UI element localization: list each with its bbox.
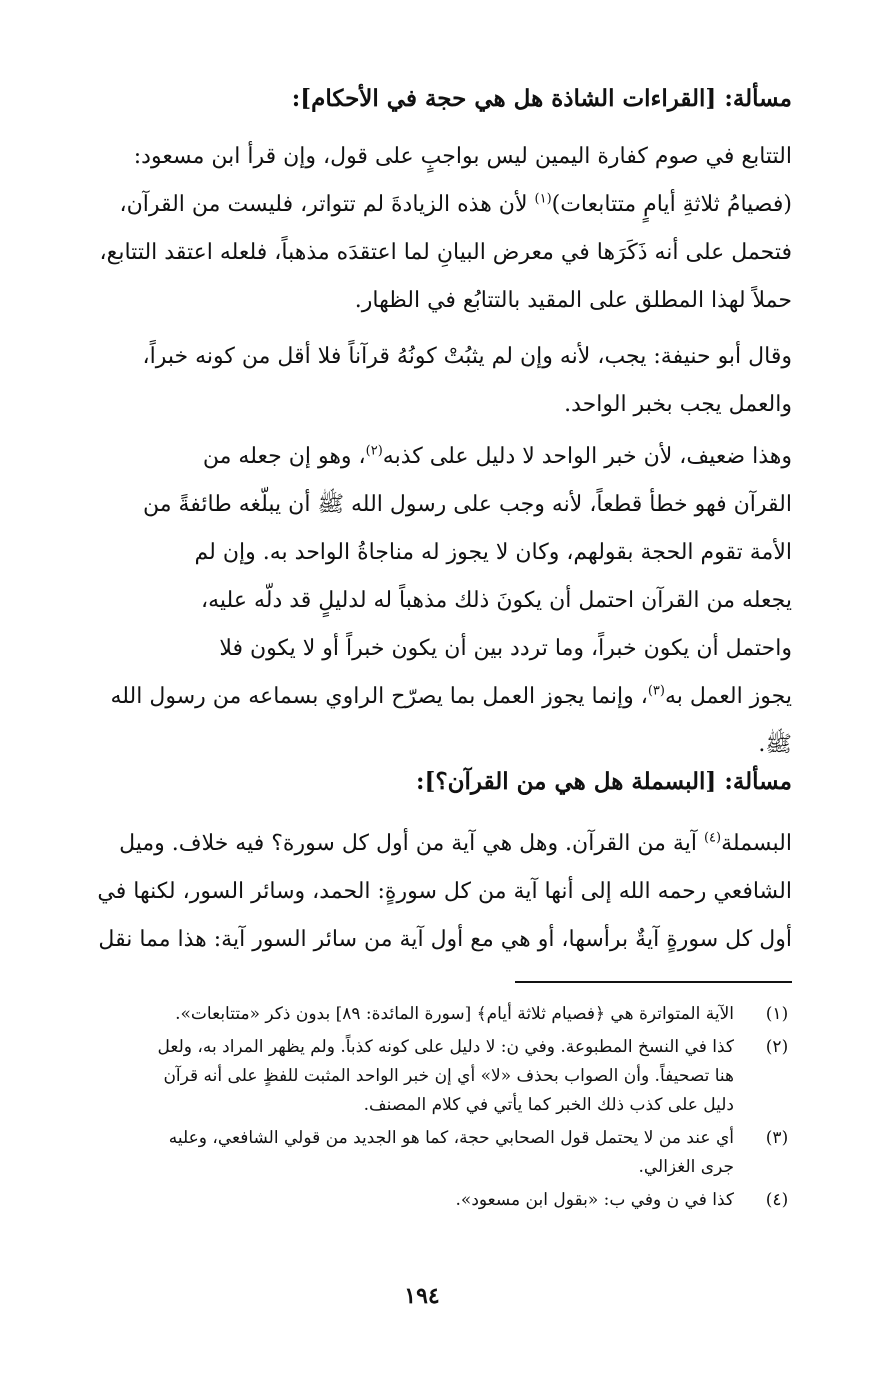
footnote-line: دليل على كذب ذلك الخبر كما يأتي في كلام المصنف. xyxy=(363,1095,734,1115)
footnote xyxy=(52,1033,792,1120)
text-segment: يجوز العمل به xyxy=(664,684,792,709)
footnote-line: أي عند من لا يحتمل قول الصحابي حجة، كما هو الجديد من قولي الشافعي، وعليه xyxy=(168,1128,734,1148)
footnote-line: هنا تصحيفاً. وأن الصواب بحذف «لا» أي إن خبر الواحد المثبت للفظٍ على أنه قرآن xyxy=(163,1066,734,1086)
footnote-ref: (٤) xyxy=(703,830,722,846)
footnote-line: كذا في النسخ المطبوعة. وفي ن: لا دليل على كونه كذباً. ولم يظهر المراد به، ولعل xyxy=(157,1037,734,1057)
text-line: يجعله من القرآن احتمل أن يكونَ ذلك مذهباً له لدليلٍ قد دلّه عليه، xyxy=(201,588,792,613)
text-segment: ، وهو إن جعله من xyxy=(202,444,366,469)
paragraph-tatabu xyxy=(52,133,792,325)
text-line: الشافعي رحمه الله إلى أنها آية من كل سورةٍ: الحمد، وسائر السور، لكنها في xyxy=(97,879,792,904)
footnote xyxy=(52,1186,792,1215)
text-segment: آية من القرآن. وهل هي آية من أول كل سورة؟ فيه خلاف. وميل xyxy=(119,831,697,856)
text-line xyxy=(52,433,792,481)
document-page xyxy=(52,0,792,1385)
paragraph-abu-hanifa xyxy=(52,333,792,429)
footnote-ref: (١) xyxy=(534,191,552,207)
footnote-text xyxy=(52,1124,734,1182)
paragraph-daif xyxy=(52,433,792,769)
section-heading-basmala: مسألة: [البسملة هل هي من القرآن؟]: xyxy=(416,768,792,795)
text-segment: ، وإنما يجوز العمل بما يصرّح الراوي بسماعه من رسول الله xyxy=(110,684,648,709)
footnote-number: (٤) xyxy=(765,1190,789,1210)
text-line: ﷺ. xyxy=(758,732,792,757)
footnote-separator xyxy=(515,981,792,983)
footnote-line: كذا في ن وفي ب: «بقول ابن مسعود». xyxy=(455,1190,734,1210)
quran-quote: (فصيامُ ثلاثةِ أيامٍ متتابعات) xyxy=(551,192,792,217)
text-line xyxy=(52,673,792,721)
paragraph-basmala xyxy=(52,820,792,964)
text-segment: لأن هذه الزيادةَ لم تتواتر، فليست من القرآن، xyxy=(119,192,528,217)
text-line: التتابع في صوم كفارة اليمين ليس بواجبٍ على قول، وإن قرأ ابن مسعود: xyxy=(133,144,792,169)
footnote-number: (٢) xyxy=(765,1037,789,1057)
footnote-number: (٣) xyxy=(765,1128,789,1148)
footnote-text xyxy=(52,1000,734,1029)
footnote-text xyxy=(52,1186,734,1215)
text-line: الأمة تقوم الحجة بقولهم، وكان لا يجوز له مناجاةُ الواحد به. وإن لم xyxy=(194,540,792,565)
text-line: حملاً لهذا المطلق على المقيد بالتتابُع في الظهار. xyxy=(354,288,792,313)
footnote xyxy=(52,1124,792,1182)
page-number: ١٩٤ xyxy=(404,1283,440,1309)
text-line: أول كل سورةٍ آيةٌ برأسها، أو هي مع أول آية من سائر السور آية: هذا مما نقل xyxy=(98,927,792,952)
text-line: فتحمل على أنه ذَكَرَها في معرض البيانِ لما اعتقدَه مذهباً، فلعله اعتقد التتابع، xyxy=(99,240,792,265)
text-line xyxy=(52,820,792,868)
text-line: واحتمل أن يكون خبراً، وما تردد بين أن يكون خبراً أو لا يكون فلا xyxy=(219,636,792,661)
footnote-ref: (٣) xyxy=(647,683,665,699)
text-segment: وهذا ضعيف، لأن خبر الواحد لا دليل على كذبه xyxy=(382,444,792,469)
footnote-text xyxy=(52,1033,734,1120)
text-line: القرآن فهو خطأ قطعاً، لأنه وجب على رسول الله ﷺ أن يبلّغه طائفةً من xyxy=(142,492,792,517)
section-heading-shadh-readings: مسألة: [القراءات الشاذة هل هي حجة في الأحكام]: xyxy=(291,85,792,112)
footnote-number: (١) xyxy=(765,1004,789,1024)
footnote-line: جرى الغزالي. xyxy=(638,1157,734,1177)
footnotes xyxy=(52,1000,792,1219)
footnote-ref: (٢) xyxy=(365,443,383,459)
footnote-line: الآية المتواترة هي ﴿فصيام ثلاثة أيام﴾ [سورة المائدة: ٨٩] بدون ذكر «متتابعات». xyxy=(175,1004,734,1024)
footnote xyxy=(52,1000,792,1029)
text-line xyxy=(52,181,792,229)
text-line: والعمل يجب بخبر الواحد. xyxy=(564,392,792,417)
text-line: وقال أبو حنيفة: يجب، لأنه وإن لم يثبُتْ كونُهُ قرآناً فلا أقل من كونه خبراً، xyxy=(142,344,792,369)
text-segment: البسملة xyxy=(721,831,792,856)
